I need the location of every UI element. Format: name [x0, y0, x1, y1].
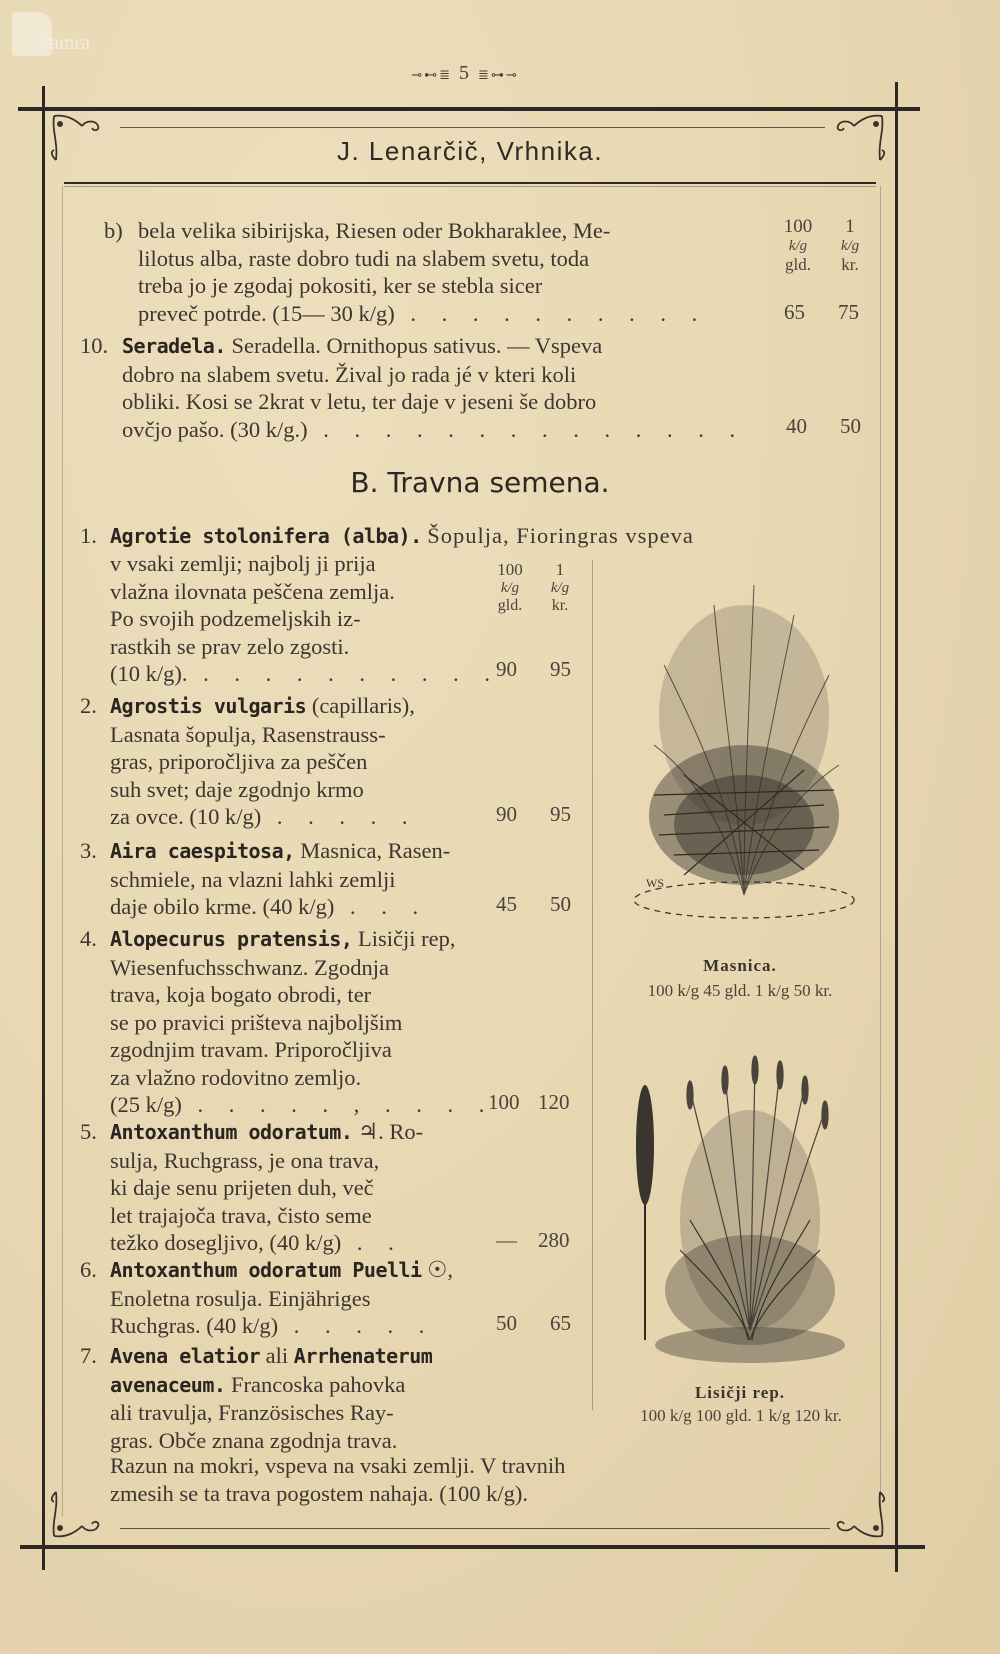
- price-header-qty: 1: [845, 216, 855, 237]
- page-header-title: J. Lenarčič, Vrhnika.: [336, 136, 604, 166]
- section-title: B. Travna semena.: [350, 466, 610, 499]
- grass-5-name: Antoxanthum odoratum.: [110, 1120, 353, 1144]
- grass-5-number: 5.: [80, 1119, 97, 1144]
- grass-1-number: 1.: [80, 523, 97, 548]
- grass-6-name: Antoxanthum odoratum Puelli: [110, 1258, 422, 1282]
- entry-line: dobro na slabem svetu. Žival jo rada jé v kteri koli: [122, 361, 577, 387]
- entry-10-price-gld: 40: [786, 414, 807, 438]
- illustration-signature: WS: [646, 876, 664, 890]
- grass-price-header-kr: 1 k/g kr.: [550, 560, 570, 614]
- price-header-gld: [778, 216, 818, 276]
- frame-right-rule: [895, 82, 898, 1572]
- grass-6-number: 6.: [80, 1257, 97, 1282]
- grass-4-description: Alopecurus pratensis, Lisičji rep, Wiesenfuchsschwanz. Zgodnja trava, koja bogato obrodi, ter se po pravici prišteva najboljšim zgodnjim travam. Priporočljiva za vlažno rodovitno zemljo. (25 k/g) . . . . . , . . . .: [110, 926, 495, 1117]
- entry-10-name: Seradela.: [122, 334, 226, 358]
- page-number: 5: [459, 62, 471, 84]
- price-header-kr: [830, 216, 870, 276]
- grass-4-price-gld: 100: [488, 1090, 520, 1114]
- grass-2-price-kr: 95: [550, 802, 571, 826]
- frame-bottom-rule: [20, 1545, 925, 1549]
- folio-left-ornament-icon: ⊸⊷≣: [411, 67, 452, 82]
- grass-7-number: 7.: [80, 1343, 97, 1368]
- entry-line: Seradella. Ornithopus sativus. — Vspeva: [231, 333, 603, 358]
- grass-4-price-kr: 120: [538, 1090, 570, 1114]
- grass-2-name: Agrostis vulgaris: [110, 694, 307, 718]
- header-bottom-hairline: [64, 186, 876, 187]
- entry-10-number: 10.: [80, 333, 109, 358]
- price-header-qty: 100: [783, 216, 813, 237]
- figure-1-price: 100 k/g 45 gld. 1 k/g 50 kr.: [647, 981, 833, 1000]
- figure-1-title: Masnica.: [703, 956, 777, 975]
- grass-7-name-alt-2: avenaceum.: [110, 1372, 226, 1397]
- frame-left-rule: [42, 86, 45, 1570]
- grass-6-description: Antoxanthum odoratum Puelli ☉, Enoletna rosulja. Einjähriges Ruchgras. (40 k/g) . . . . .: [110, 1257, 454, 1338]
- grass-5-price-kr: 280: [538, 1228, 570, 1252]
- entry-line: lilotus alba, raste dobro tudi na slabem svetu, toda: [138, 245, 590, 271]
- entry-10-price-kr: 50: [840, 414, 861, 438]
- corner-ornament-bottom-right-icon: [830, 1480, 890, 1540]
- grass-1-price-kr: 95: [550, 657, 571, 681]
- entry-line: bela velika sibirijska, Riesen oder Bokharaklee, Me-: [138, 218, 611, 243]
- grass-7-description: Avena elatior ali Arrhenaterum avenaceum. Francoska pahovka ali travulja, Französisches Ray- gras. Obče znana zgodnja trava.: [110, 1343, 433, 1453]
- grass-1-price-gld: 90: [496, 657, 517, 681]
- entry-b-label: b): [104, 218, 123, 243]
- figure-column-divider: [592, 560, 593, 1410]
- masnica-grass-illustration: [624, 565, 864, 945]
- folio-right-ornament-icon: ≣⊶⊸: [478, 67, 519, 82]
- header-bottom-rule: [64, 182, 876, 184]
- inner-right-hairline: [880, 186, 881, 1516]
- grass-6-price-gld: 50: [496, 1311, 517, 1335]
- figure-2-title: Lisičji rep.: [694, 1383, 786, 1402]
- grass-7-name-alt: Arrhenaterum: [293, 1344, 433, 1368]
- inner-left-hairline: [62, 186, 63, 1516]
- grass-3-number: 3.: [80, 838, 97, 863]
- grass-price-header-gld: 100 k/g gld.: [497, 560, 523, 614]
- price-header-unit: k/g: [840, 238, 860, 254]
- entry-b-description: [138, 217, 758, 327]
- footer-hairline: [120, 1528, 830, 1529]
- figure-2-price: 100 k/g 100 gld. 1 k/g 120 kr.: [640, 1406, 842, 1425]
- grass-5-description: Antoxanthum odoratum. ♃. Ro- sulja, Ruchgrass, je ona trava, ki daje senu prijeten duh, več let trajajoča trava, čisto seme težko dosegljivo, (40 k/g) . .: [110, 1119, 424, 1255]
- entry-line: obliki. Kosi se 2krat v letu, ter daje v jeseni še dobro: [122, 389, 597, 414]
- grass-6-price-kr: 65: [550, 1311, 571, 1335]
- entry-10-description: [122, 332, 762, 443]
- kamra-watermark: [12, 10, 112, 60]
- entry-b-price-gld: 65: [784, 300, 805, 324]
- frame-top-rule: [18, 107, 920, 111]
- grass-4-number: 4.: [80, 926, 97, 951]
- grass-3-price-gld: 45: [496, 892, 517, 916]
- page-folio: [400, 62, 530, 85]
- corner-ornament-bottom-left-icon: [46, 1480, 106, 1540]
- entry-line: treba jo je zgodaj pokositi, ker se stebla sicer: [138, 273, 543, 298]
- lisicji-rep-grass-illustration: [630, 1050, 860, 1370]
- entry-line: preveč potrde. (15— 30 k/g) . . . . . . . . . .: [138, 300, 708, 326]
- entry-b-price-kr: 75: [838, 300, 859, 324]
- grass-7-continuation: Razun na mokri, vspeva na vsaki zemlji. V travnih zmesih se ta trava pogostem nahaja. (100 k/g).: [110, 1453, 566, 1506]
- grass-2-number: 2.: [80, 693, 97, 718]
- grass-1-description: v vsaki zemlji; najbolj ji prija vlažna ilovnata peščena zemlja. Po svojih podzemeljskih iz- rastkih se prav zelo zgosti. (10 k/g). . . . . . . . . . .: [110, 551, 500, 686]
- grass-3-description: Aira caespitosa, Masnica, Rasen- schmiele, na vlazni lahki zemlji daje obilo krme. (40 k/g) . . .: [110, 838, 451, 919]
- price-header-currency: gld.: [785, 255, 811, 274]
- grass-4-name: Alopecurus pratensis,: [110, 927, 353, 951]
- grass-1-first-line: Agrotie stolonifera (alba). Šopulja, Fioringras vspeva: [110, 523, 694, 548]
- header-top-hairline: [120, 127, 825, 128]
- watermark-text: kamra: [40, 32, 90, 54]
- grass-1-name: Agrotie stolonifera (alba).: [110, 524, 422, 548]
- grass-7-name: Avena elatior: [110, 1344, 261, 1368]
- entry-line: ovčjo pašo. (30 k/g.) . . . . . . . . . . . . . .: [122, 416, 746, 442]
- grass-2-description: Agrostis vulgaris (capillaris), Lasnata šopulja, Rasenstrauss- gras, priporočljiva za peščen suh svet; daje zgodnjo krmo za ovce. (10 k/g) . . . . .: [110, 693, 418, 829]
- price-header-unit: k/g: [788, 238, 808, 254]
- grass-2-price-gld: 90: [496, 802, 517, 826]
- price-header-currency: kr.: [841, 255, 859, 274]
- grass-3-name: Aira caespitosa,: [110, 839, 295, 863]
- grass-5-price-gld: —: [496, 1228, 517, 1252]
- grass-3-price-kr: 50: [550, 892, 571, 916]
